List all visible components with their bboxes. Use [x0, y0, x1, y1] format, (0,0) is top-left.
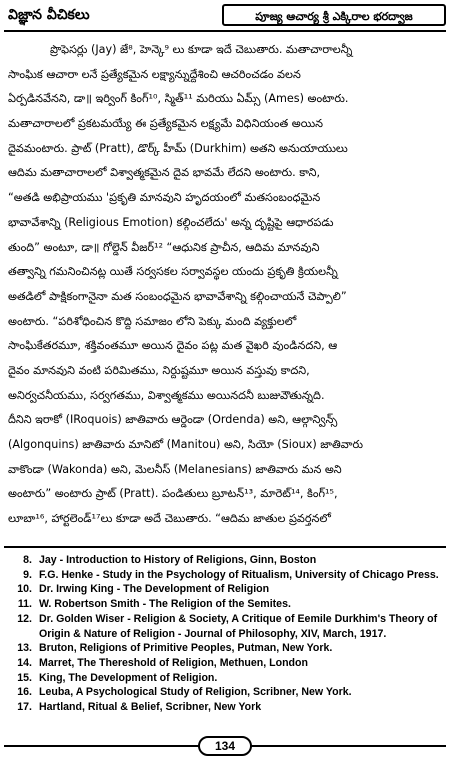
footnote-text: Dr. Golden Wiser - Religion & Society, A Critique of Eemile Durkhim's Theory of Origin & Nature of Religion - Journal of Philosophy, XIV, March, 1917.	[39, 612, 438, 640]
footnote	[6, 671, 446, 686]
footnote-number: 11.	[17, 598, 32, 611]
footnote-text: Dr. Irwing King - The Development of Religion	[39, 583, 270, 596]
body-text	[8, 38, 442, 532]
body-line: సాంఘికేతరమూ, శక్తివంతమూ అయిన దైవం పట్ల మత వైఖరి వుండినదని, ఆ	[8, 339, 338, 353]
footnote-number: 13.	[17, 642, 32, 655]
body-line: భావావేశాన్ని (Religious Emotion) కల్గించలేదు' అన్న దృష్టిపై ఆధారపడు	[8, 215, 334, 229]
footnote-text: Marret, The Thereshold of Religion, Methuen, London	[39, 656, 308, 669]
footnote-text: Bruton, Religions of Primitive Peoples, Putman, New York.	[39, 642, 333, 655]
footnote	[6, 612, 446, 641]
author-box: పూజ్య ఆచార్య శ్రీ ఎక్కిరాల భరద్వాజ	[222, 4, 446, 26]
body-line: ఆదిమ మతాచారాలలో విశ్వాత్మకమైన దైవ భావమే లేదని అంటారు. కాని,	[8, 166, 321, 180]
body-line: ప్రొఫెసర్లు (Jay) జే⁸, హెన్కె⁹ లు కూడా ఇదే చెబుతారు. మతాచారాలన్నీ	[50, 43, 353, 56]
footnote-text: Jay - Introduction to History of Religions, Ginn, Boston	[39, 554, 317, 566]
footnote-divider	[4, 546, 446, 548]
footnote	[6, 641, 446, 656]
footnote-number: 9.	[23, 568, 32, 581]
body-line: దైవం మానవుని వంటి పరిమితము, నిర్దుష్టమూ అయిన వస్తువు కాదని,	[8, 363, 310, 377]
footnote-number: 14.	[17, 656, 32, 669]
body-line: అంటారు. “పరిశోధించిన కొద్ది సమాజం లోని పెక్కు మంది వ్యక్తులలో	[8, 314, 297, 328]
body-line: వాకొండా (Wakonda) అని, మెలనీస్ (Melanesians) జాతివారు మన అని	[8, 462, 342, 476]
body-line: మతాచారాలలో ప్రకటమయ్యే ఈ ప్రత్యేకమైన లక్ష్యమే విధినియంత అయిన	[8, 117, 323, 131]
body-line: (Algonquins) జాతివారు మానిటో (Manitou) అని, సియో (Sioux) జాతివారు	[8, 438, 363, 451]
body-line: తుంది” అంటూ, డా॥ గోల్డెన్ వీజర్¹² “ఆధునిక ప్రాచీన, ఆదిమ మానవుని	[8, 240, 320, 254]
body-line: సాంఘిక ఆచారా లనే ప్రత్యేకమైన లక్ష్యాన్నుద్దేశించి ఆచరించడం వలన	[8, 67, 301, 81]
footnotes	[6, 553, 446, 715]
body-line: “అతడి అభిప్రాయము 'ప్రకృతి మానవుని హృదయంలో మతసంబంధమైన	[8, 191, 321, 205]
footnote-text: Hartland, Ritual & Belief, Scribner, New York	[39, 701, 262, 714]
footnote	[6, 568, 446, 583]
body-line: ఏర్పడినవేనని, డా॥ ఇర్వింగ్ కింగ్¹⁰, స్మిత్¹¹ మరియు ఏమ్స్ (Ames) అంటారు.	[8, 92, 349, 106]
footnote-number: 8.	[23, 554, 32, 566]
footnote-number: 10.	[17, 583, 32, 596]
footnote-text: W. Robertson Smith - The Religion of the Semites.	[39, 598, 291, 611]
footnote	[6, 582, 446, 597]
footnote-number: 16.	[17, 686, 32, 699]
page-number: 134	[198, 736, 252, 756]
body-line: తత్వాన్ని గమనించినట్ల యితే సర్వసకల సర్వావస్థల యందు ప్రకృతి క్రియలన్నీ	[8, 265, 338, 279]
book-title: విజ్ఞాన వీచికలు	[8, 7, 90, 23]
footnote-number: 15.	[17, 671, 32, 684]
body-line: లూబా¹⁶, హార్టలెండ్¹⁷లు కూడా అదే చెబుతారు. “ఆదిమ జాతుల ప్రవర్తనలో	[8, 512, 331, 526]
footnote	[6, 553, 446, 568]
footnote-text: Leuba, A Psychological Study of Religion, Scribner, New York.	[39, 686, 352, 699]
footnote-number: 12.	[17, 612, 32, 625]
body-line: అంటారు” అంటారు ప్రాట్ (Pratt). పండితులు బ్రూటన్¹³, మారెట్¹⁴, కింగ్¹⁵,	[8, 487, 338, 501]
footnote	[6, 685, 446, 700]
body-line: అతడిలో పాక్షికంగానైనా మత సంబంధమైన భావావేశాన్ని కల్గించాయనే చెప్పాలి”	[8, 289, 347, 303]
body-line: అనిర్వచనీయము, సర్వగతము, విశ్వాత్మకము అయినదనీ బుజువౌతున్నది.	[8, 388, 325, 402]
footnote-number: 17.	[17, 701, 32, 714]
footnote-text: F.G. Henke - Study in the Psychology of Ritualism, University of Chicago Press.	[39, 568, 439, 581]
footnote	[6, 597, 446, 612]
footnote	[6, 656, 446, 671]
body-line: దైవమంటారు. ప్రాట్ (Pratt), డొర్క్ హీమ్ (Durkhim) అతని అనుయాయులు	[8, 141, 348, 155]
footnote-text: King, The Development of Religion.	[39, 671, 218, 684]
body-line: దీనిని ఇరాకో (IRoquois) జాతివారు ఆర్డెండా (Ordenda) అని, ఆల్గాన్విన్స్	[8, 413, 338, 427]
footnote	[6, 700, 446, 715]
running-header	[4, 2, 446, 32]
